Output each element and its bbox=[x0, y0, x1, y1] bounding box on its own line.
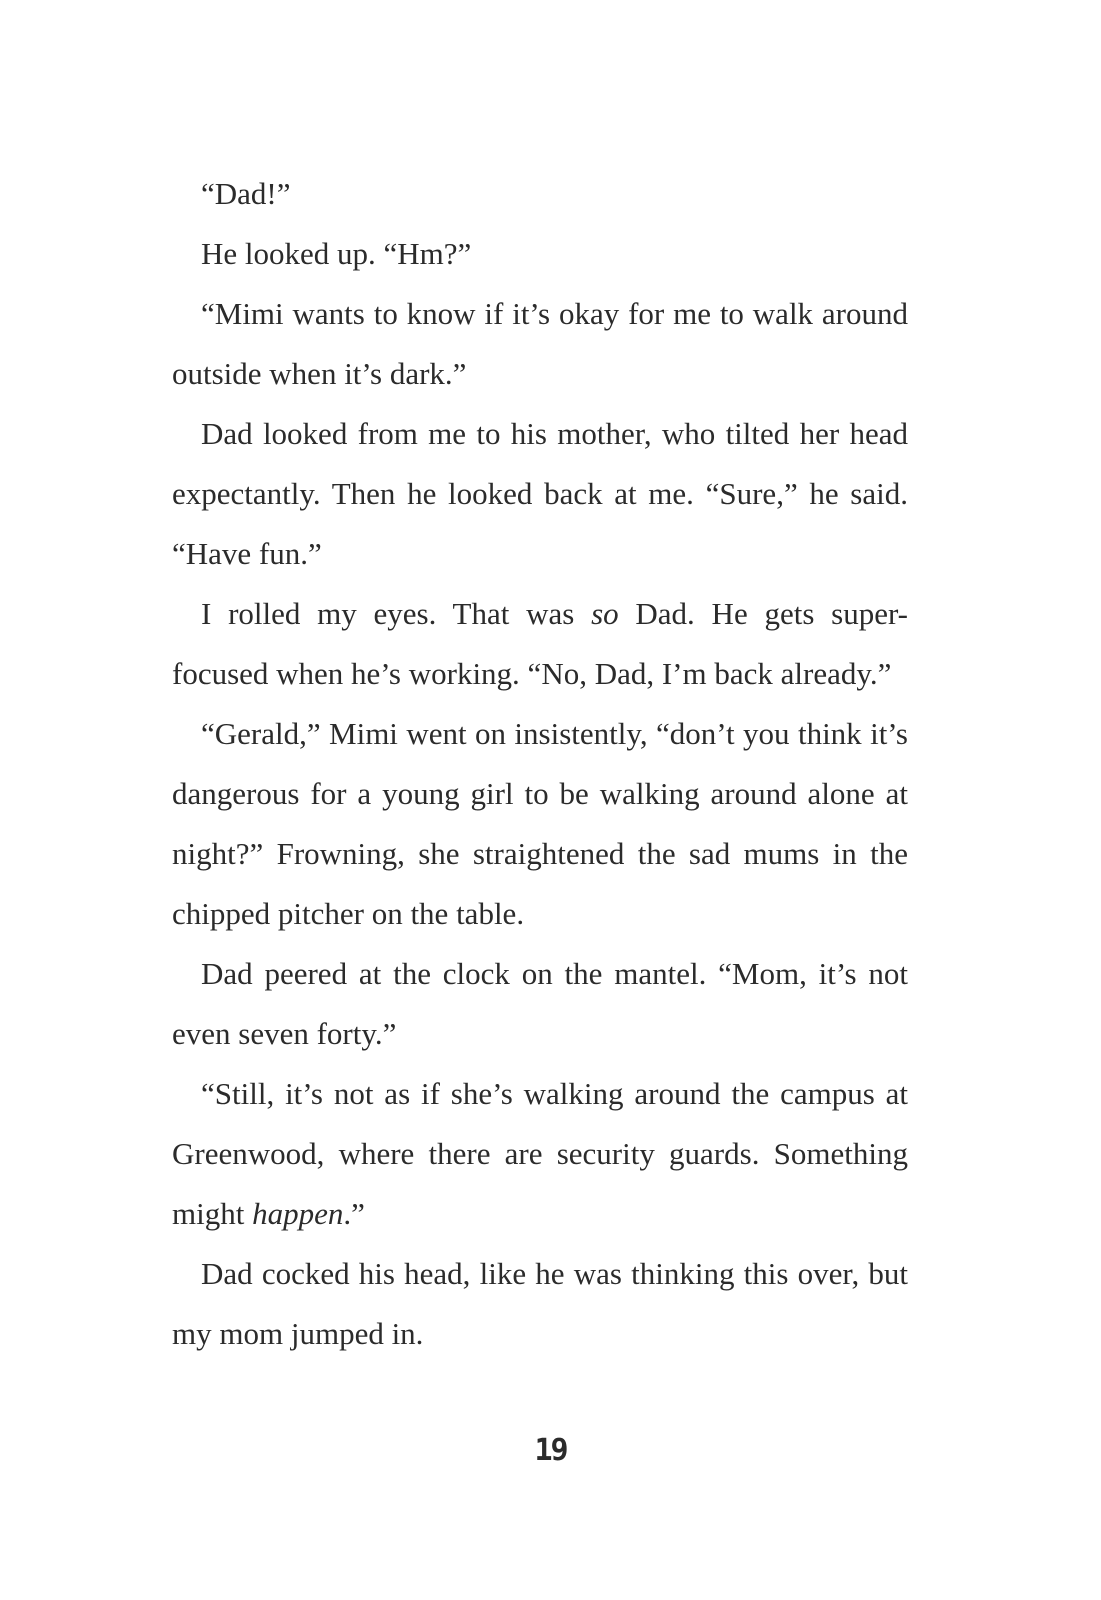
body-text bbox=[172, 164, 908, 1364]
paragraph: Dad cocked his head, like he was thinking this over, but my mom jumped in. bbox=[172, 1256, 908, 1351]
paragraph: He looked up. “Hm?” bbox=[201, 236, 472, 271]
text-run: Dad. He gets super-focused when he’s working. “No, Dad, I’m back already.” bbox=[172, 596, 909, 691]
paragraph: “Gerald,” Mimi went on insistently, “don’t you think it’s dangerous for a young girl to be walking around alone at night?” Frowning, she straightened the sad mums in the chipped pitcher on the table. bbox=[172, 716, 908, 931]
paragraph: “Mimi wants to know if it’s okay for me to walk around outside when it’s dark.” bbox=[172, 296, 908, 391]
emphasis-text: so bbox=[591, 596, 619, 631]
paragraph bbox=[172, 584, 908, 704]
paragraph bbox=[172, 1064, 908, 1244]
text-run: I rolled my eyes. That was bbox=[201, 596, 592, 631]
text-run: “Still, it’s not as if she’s walking around the campus at Greenwood, where there are security guards. Something might bbox=[172, 1076, 908, 1231]
emphasis-text: happen bbox=[252, 1196, 344, 1231]
paragraph: Dad peered at the clock on the mantel. “Mom, it’s not even seven forty.” bbox=[172, 956, 908, 1051]
paragraph: Dad looked from me to his mother, who tilted her head expectantly. Then he looked back at me. “Sure,” he said. “Have fun.” bbox=[172, 416, 908, 571]
page-number: 19 bbox=[534, 1433, 567, 1468]
paragraph: “Dad!” bbox=[201, 176, 291, 211]
text-run: .” bbox=[343, 1196, 365, 1231]
